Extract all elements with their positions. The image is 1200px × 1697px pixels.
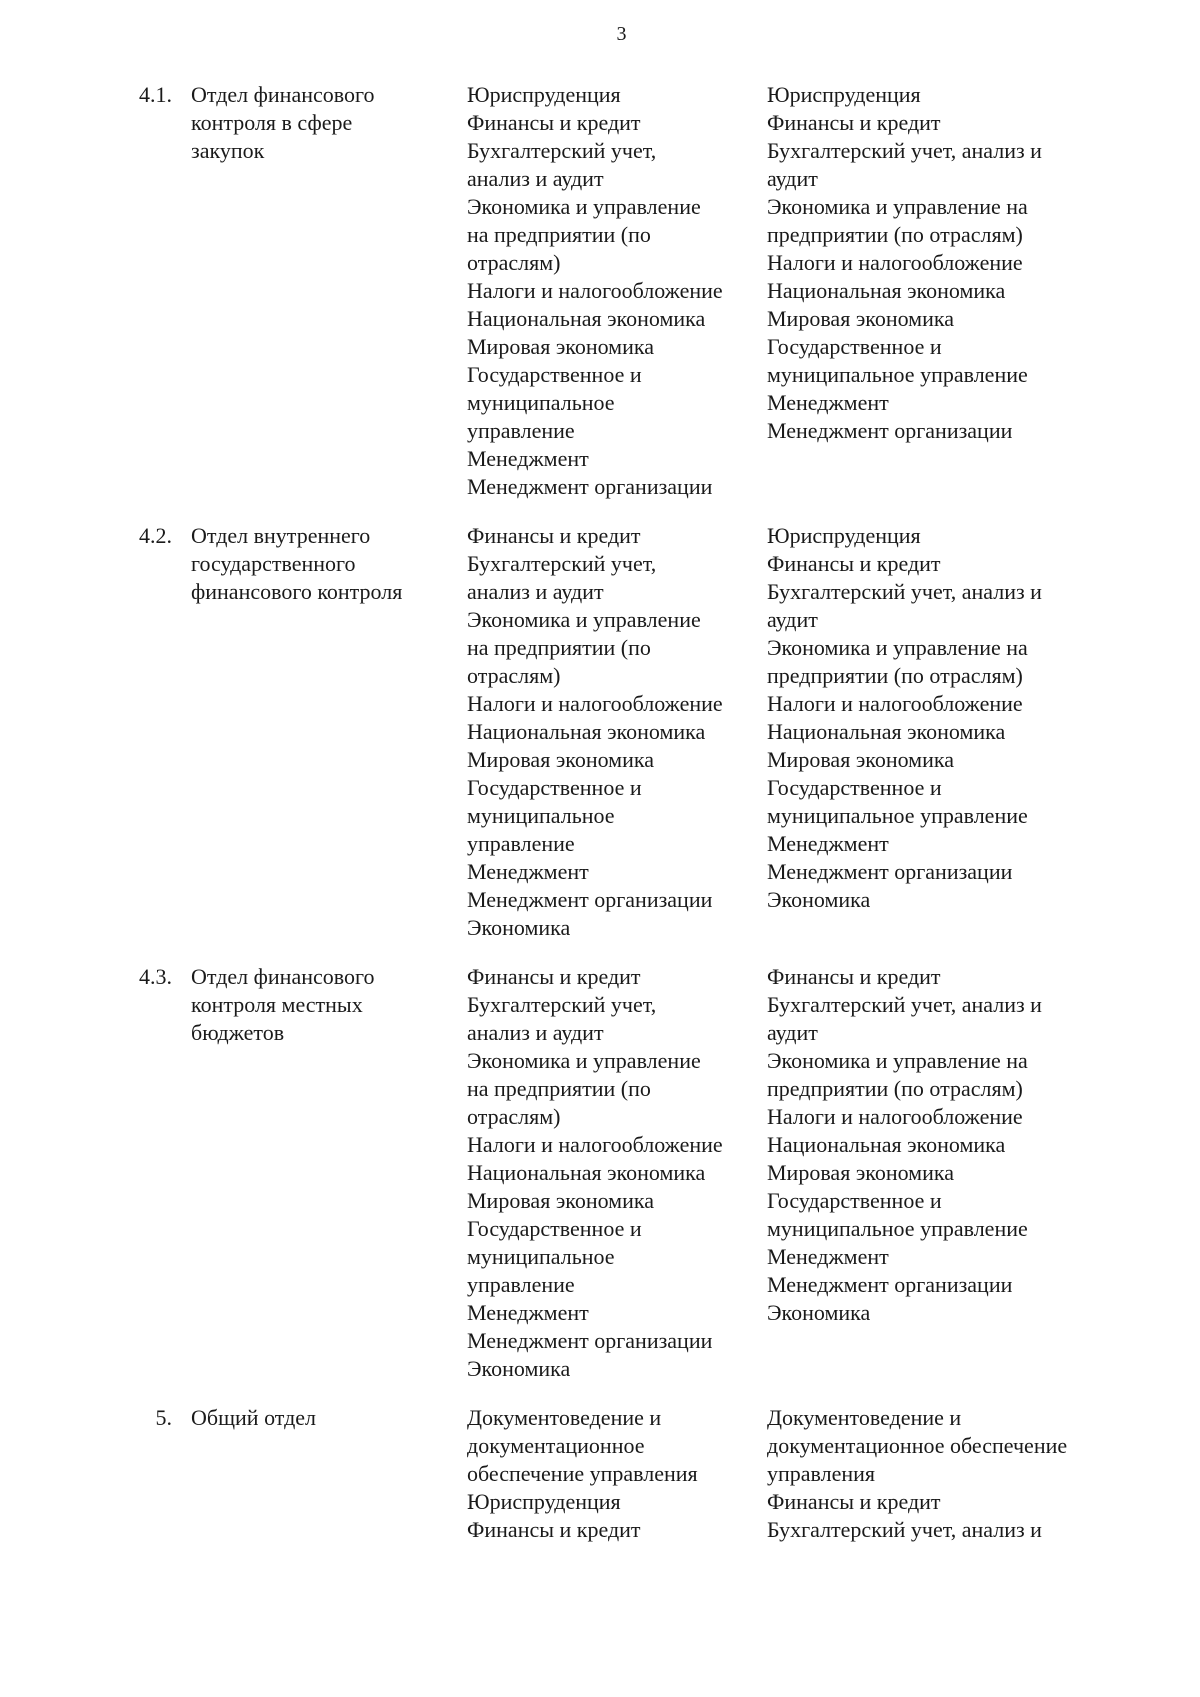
specialty-item: Экономика [467,915,571,940]
specialty-item: Экономика и управление на [767,194,1028,219]
department-line: Отдел финансового [191,82,375,107]
specialties-list-b [767,963,1127,1327]
specialty-item: Налоги и налогообложение [767,691,1023,716]
specialty-item: отраслям) [467,663,561,688]
specialty-item: Финансы и кредит [467,1517,641,1542]
department-line: закупок [191,138,265,163]
specialty-item: Бухгалтерский учет, [467,138,657,163]
specialty-item: муниципальное [467,390,615,415]
specialties-list-a [467,81,767,501]
department-line: Общий отдел [191,1405,317,1430]
specialty-item: Налоги и налогообложение [467,278,723,303]
specialty-item: Финансы и кредит [767,110,941,135]
specialty-item: Финансы и кредит [767,1489,941,1514]
specialty-item: Менеджмент [767,831,889,856]
specialty-item: Бухгалтерский учет, [467,551,657,576]
specialty-item: Бухгалтерский учет, анализ и [767,579,1042,604]
specialty-item: Юриспруденция [467,82,621,107]
specialty-item: Менеджмент организации [467,474,713,499]
specialty-item: управление [467,1272,575,1297]
specialty-item: Экономика [767,887,871,912]
specialty-item: Мировая экономика [467,747,654,772]
specialty-item: Национальная экономика [467,719,706,744]
department-line: финансового контроля [191,579,403,604]
specialty-item: Документоведение и [467,1405,662,1430]
specialty-item: Мировая экономика [767,306,954,331]
specialty-item: Экономика и управление [467,1048,701,1073]
specialty-item: Финансы и кредит [467,110,641,135]
specialties-list-b [767,1404,1127,1544]
row-number: 5. [155,1405,172,1430]
specialty-item: Менеджмент организации [467,1328,713,1353]
specialty-item: Мировая экономика [767,1160,954,1185]
specialty-item: документационное [467,1433,645,1458]
specialty-item: Национальная экономика [467,1160,706,1185]
department-line: контроля местных [191,992,363,1017]
department-line: государственного [191,551,356,576]
specialty-item: Мировая экономика [767,747,954,772]
specialty-item: Государственное и [467,1216,642,1241]
department-name [191,522,441,606]
specialty-item: Налоги и налогообложение [767,1104,1023,1129]
specialty-item: Финансы и кредит [767,551,941,576]
specialty-item: муниципальное управление [767,1216,1028,1241]
department-line: контроля в сфере [191,110,353,135]
specialty-item: Государственное и [467,362,642,387]
specialty-item: Финансы и кредит [467,964,641,989]
specialty-item: муниципальное управление [767,362,1028,387]
specialties-list-b [767,81,1127,445]
specialty-item: Менеджмент организации [467,887,713,912]
specialty-item: Налоги и налогообложение [467,691,723,716]
specialties-list-a [467,963,767,1383]
specialty-item: Экономика и управление на [767,1048,1028,1073]
specialty-item: Экономика [767,1300,871,1325]
specialty-item: на предприятии (по [467,635,651,660]
specialty-item: управление [467,831,575,856]
specialty-item: Налоги и налогообложение [767,250,1023,275]
specialty-item: Государственное и [467,775,642,800]
specialty-item: муниципальное [467,803,615,828]
specialty-item: Бухгалтерский учет, анализ и [767,1517,1042,1542]
specialty-item: документационное обеспечение [767,1433,1068,1458]
specialty-item: предприятии (по отраслям) [767,663,1023,688]
specialty-item: Экономика [467,1356,571,1381]
specialties-list-b [767,522,1127,914]
specialty-item: на предприятии (по [467,222,651,247]
specialty-item: управление [467,418,575,443]
department-line: бюджетов [191,1020,285,1045]
specialty-item: отраслям) [467,250,561,275]
specialty-item: отраслям) [467,1104,561,1129]
page-number: 3 [616,23,627,45]
specialty-item: Юриспруденция [467,1489,621,1514]
specialties-list-a [467,1404,767,1544]
specialty-item: Налоги и налогообложение [467,1132,723,1157]
specialty-item: муниципальное управление [767,803,1028,828]
row-number: 4.2. [139,523,172,548]
specialty-item: Национальная экономика [767,719,1006,744]
department-name [191,1404,441,1432]
specialty-item: муниципальное [467,1244,615,1269]
specialty-item: Экономика и управление [467,194,701,219]
specialty-item: Мировая экономика [467,334,654,359]
specialty-item: Экономика и управление на [767,635,1028,660]
specialty-item: Финансы и кредит [767,964,941,989]
department-line: Отдел внутреннего [191,523,371,548]
specialty-item: аудит [767,1020,818,1045]
specialty-item: Национальная экономика [767,278,1006,303]
specialty-item: Документоведение и [767,1405,962,1430]
department-name [191,963,441,1047]
specialty-item: Финансы и кредит [467,523,641,548]
row-number: 4.1. [139,82,172,107]
specialty-item: Менеджмент [467,1300,589,1325]
specialty-item: Государственное и [767,334,942,359]
specialty-item: Национальная экономика [467,306,706,331]
specialty-item: предприятии (по отраслям) [767,1076,1023,1101]
specialty-item: Менеджмент организации [767,1272,1013,1297]
specialty-item: Менеджмент [767,390,889,415]
specialty-item: предприятии (по отраслям) [767,222,1023,247]
specialty-item: анализ и аудит [467,166,604,191]
specialty-item: анализ и аудит [467,579,604,604]
specialty-item: Менеджмент организации [767,859,1013,884]
specialty-item: Бухгалтерский учет, [467,992,657,1017]
specialties-list-a [467,522,767,942]
specialty-item: на предприятии (по [467,1076,651,1101]
specialty-item: Юриспруденция [767,523,921,548]
specialty-item: управления [767,1461,876,1486]
specialty-item: Юриспруденция [767,82,921,107]
specialty-item: Менеджмент [467,859,589,884]
specialty-item: обеспечение управления [467,1461,698,1486]
specialty-item: анализ и аудит [467,1020,604,1045]
specialty-item: Экономика и управление [467,607,701,632]
specialty-item: Менеджмент [767,1244,889,1269]
specialty-item: Бухгалтерский учет, анализ и [767,138,1042,163]
specialty-item: Государственное и [767,775,942,800]
row-number: 4.3. [139,964,172,989]
specialty-item: Государственное и [767,1188,942,1213]
specialty-item: аудит [767,607,818,632]
department-line: Отдел финансового [191,964,375,989]
specialty-item: Бухгалтерский учет, анализ и [767,992,1042,1017]
specialty-item: аудит [767,166,818,191]
specialty-item: Национальная экономика [767,1132,1006,1157]
specialty-item: Менеджмент [467,446,589,471]
department-name [191,81,441,165]
specialty-item: Менеджмент организации [767,418,1013,443]
specialty-item: Мировая экономика [467,1188,654,1213]
